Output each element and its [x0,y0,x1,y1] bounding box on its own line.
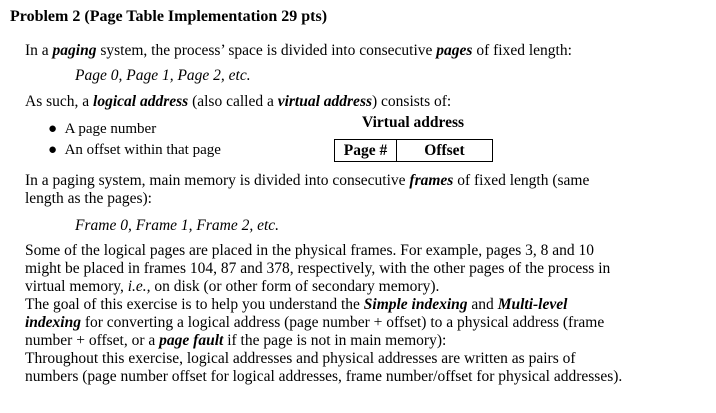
text: for converting a logical address (page number + offset) to a physical address (frame [80,314,605,331]
ie-text: i.e., [127,278,151,295]
placement-line2: might be placed in frames 104, 87 and 378, respectively, with the other pages of the process in [25,260,611,277]
term-virtual-address: virtual address [277,93,373,110]
frames-intro-line2: length as the pages): [25,190,152,207]
text: The goal of this exercise is to help you understand the [25,296,364,313]
page-number-field: Page # [335,140,397,161]
virtual-address-diagram [334,139,493,162]
frames-intro-line1 [25,172,589,190]
goal-line2 [25,314,604,332]
frames-example: Frame 0, Frame 1, Frame 2, etc. [75,217,280,234]
text: of fixed length: [472,42,572,59]
text: ) consists of: [372,93,452,110]
term-multi-level: Multi-level [497,296,568,313]
term-frames: frames [409,172,454,189]
paging-intro-line [25,42,572,60]
placement-line1: Some of the logical pages are placed in the physical frames. For example, pages 3, 8 and 10 [25,242,595,259]
text: virtual memory, [25,278,128,295]
text: As such, a [25,93,94,110]
bullet-dot-icon: ● [48,121,58,137]
term-logical-address: logical address [93,93,189,110]
logical-address-line [25,93,451,111]
text: on disk (or other form of secondary memory). [150,278,440,295]
offset-field: Offset [424,141,465,159]
text: system, the process’ space is divided into consecutive [96,42,437,59]
goal-line3 [25,332,446,350]
term-paging: paging [52,42,97,59]
goal-line1 [25,296,567,314]
text: and [467,296,498,313]
text: In a paging system, main memory is divided into consecutive [25,172,410,189]
bullet-offset [48,141,221,159]
problem-title: Problem 2 (Page Table Implementation 29 pts) [10,8,328,25]
bullet-label: An offset within that page [64,142,221,158]
bullet-page-number [48,120,156,138]
text: number + offset, or a [25,332,160,349]
text: In a [25,42,53,59]
term-simple-indexing: Simple indexing [363,296,468,313]
text: if the page is not in main memory): [223,332,447,349]
pages-example: Page 0, Page 1, Page 2, etc. [75,67,251,84]
convention-line1: Throughout this exercise, logical addresses and physical addresses are written as pairs of [25,350,576,367]
text: (also called a [188,93,278,110]
placement-line3 [25,278,439,296]
bullet-label: A page number [64,121,157,137]
convention-line2: numbers (page number offset for logical addresses, frame number/offset for physical addresses). [25,368,623,385]
term-indexing: indexing [25,314,81,331]
text: of fixed length (same [453,172,590,189]
bullet-dot-icon: ● [48,142,58,158]
term-page-fault: page fault [159,332,224,349]
virtual-address-title: Virtual address [362,114,465,131]
term-pages: pages [436,42,473,59]
